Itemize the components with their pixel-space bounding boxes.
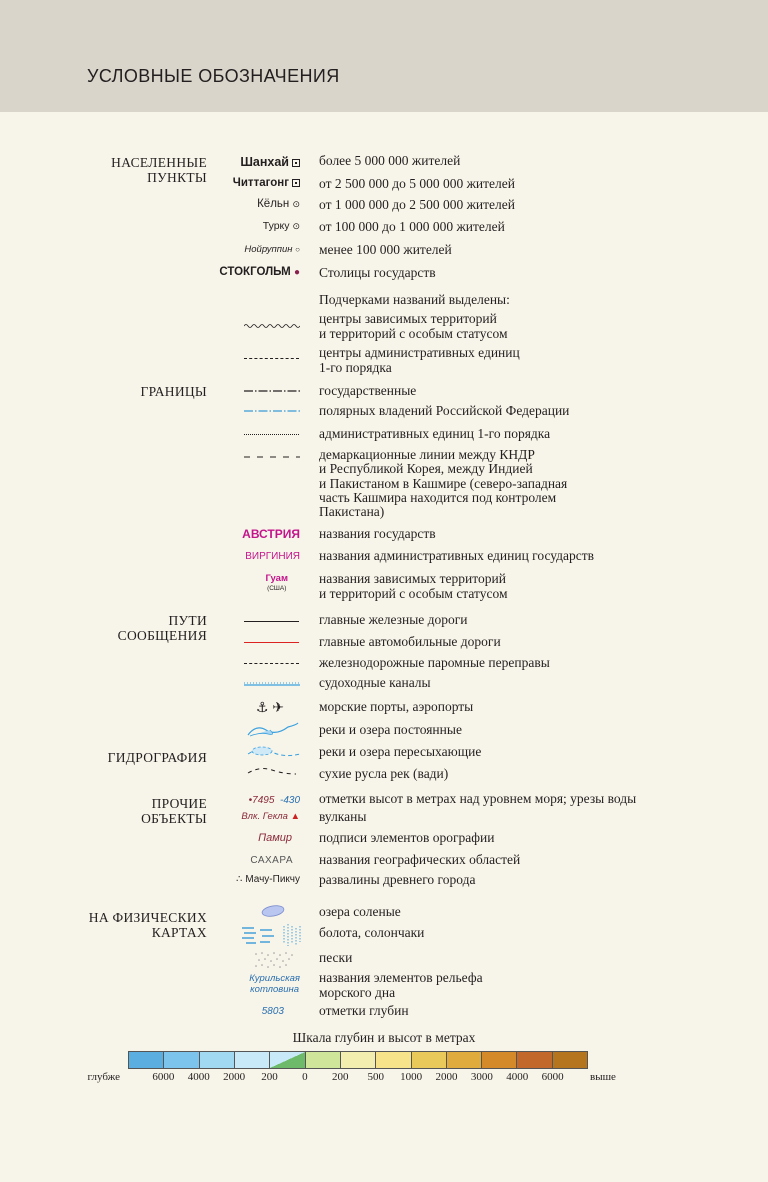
- scale-tick-label: 6000: [152, 1071, 175, 1083]
- desc-seabed: [319, 971, 483, 1000]
- scale-tick-label: 2000: [223, 1071, 246, 1083]
- scale-cell: [235, 1052, 270, 1068]
- road-line-icon: [244, 642, 299, 643]
- desc-line: названия зависимых территорий: [319, 571, 506, 586]
- scale-tick-label: 200: [261, 1071, 278, 1083]
- desc-city2: от 2 500 000 до 5 000 000 жителей: [319, 176, 515, 191]
- city-label: Кёльн: [257, 198, 290, 210]
- desc-geo-regions: названия географических областей: [319, 852, 521, 867]
- dashed-underline-icon: [244, 358, 299, 359]
- category-line: СООБЩЕНИЯ: [117, 628, 207, 643]
- city-dot-circle-icon: ⊙: [292, 221, 300, 231]
- scale-tick-label: 3000: [470, 1071, 493, 1083]
- depth-height-scale: [128, 1051, 588, 1069]
- scale-tick-label: 200: [332, 1071, 349, 1083]
- desc-orography: подписи элементов орографии: [319, 830, 495, 845]
- scale-tick-label: 2000: [435, 1071, 458, 1083]
- desc-ferries: железнодорожные паромные переправы: [319, 655, 550, 670]
- scale-cell: [164, 1052, 199, 1068]
- desc-region-names: названия административных единиц государств: [319, 548, 595, 563]
- city-label: Шанхай: [240, 155, 289, 169]
- dependent-sublabel: (США): [267, 585, 287, 592]
- dependent-label: Гуам: [265, 573, 288, 584]
- desc-polar-border: полярных владений Российской Федерации: [319, 403, 570, 418]
- category-borders: ГРАНИЦЫ: [140, 384, 207, 399]
- desc-capital: Столицы государств: [319, 265, 436, 280]
- symbol-shanghai: [240, 155, 300, 169]
- category-line: ОБЪЕКТЫ: [141, 811, 207, 826]
- desc-drying-rivers: реки и озера пересыхающие: [319, 744, 482, 759]
- desc-city1: более 5 000 000 жителей: [319, 153, 461, 168]
- scale-tick-label: 1000: [400, 1071, 423, 1083]
- seabed-label-line: котловина: [250, 984, 300, 995]
- desc-heights: отметки высот в метрах над уровнем моря; урезы воды: [319, 791, 637, 806]
- scale-tick-label: глубже: [87, 1071, 120, 1083]
- desc-dependent-names: [319, 572, 508, 601]
- desc-roads: главные автомобильные дороги: [319, 634, 501, 649]
- symbol-neuruppin: [244, 244, 300, 255]
- orography-sample: Памир: [258, 832, 292, 844]
- salt-lake-icon: [260, 904, 286, 918]
- region-name-sample: ВИРГИНИЯ: [245, 551, 300, 562]
- dependent-name-sample: [266, 574, 289, 594]
- city-square-icon: [292, 159, 300, 167]
- desc-salt-lakes: озера соленые: [319, 904, 401, 919]
- symbol-stockholm: [219, 266, 300, 278]
- volcano-triangle-icon: ▲: [290, 811, 300, 822]
- scale-cell: [447, 1052, 482, 1068]
- category-line: ПУНКТЫ: [147, 170, 207, 185]
- desc-line: центры административных единиц: [319, 345, 520, 360]
- category-hydrography: ГИДРОГРАФИЯ: [107, 750, 207, 765]
- desc-line: центры зависимых территорий: [319, 311, 497, 326]
- scale-cell: [341, 1052, 376, 1068]
- city-label: Нойруппин: [244, 244, 293, 255]
- city-label: Турку: [262, 220, 290, 232]
- desc-line: демаркационные линии между КНДР: [319, 447, 535, 462]
- desc-line: Пакистана): [319, 504, 385, 520]
- scale-title: Шкала глубин и высот в метрах: [292, 1030, 476, 1045]
- category-line: ПУТИ: [168, 613, 207, 628]
- desc-city5: менее 100 000 жителей: [319, 242, 452, 257]
- city-label: Читтагонг: [232, 177, 289, 189]
- category-line: НАСЕЛЕННЫЕ: [111, 155, 207, 170]
- desc-sands: пески: [319, 950, 353, 965]
- desc-state-border: государственные: [319, 383, 417, 398]
- polar-border-line-icon: [244, 408, 300, 414]
- desc-city3: от 1 000 000 до 2 500 000 жителей: [319, 197, 515, 212]
- scale-cell: [517, 1052, 552, 1068]
- desc-ports: морские порты, аэропорты: [319, 699, 474, 714]
- height-marks-sample: [249, 795, 300, 806]
- desc-line: и Пакистаном в Кашмире (северо-западная: [319, 475, 568, 491]
- state-border-line-icon: [244, 388, 300, 394]
- wavy-underline-icon: [244, 322, 300, 330]
- capital-dot-icon: ●: [293, 267, 300, 278]
- desc-wadi: сухие русла рек (вади): [319, 766, 449, 781]
- country-name-sample: АВСТРИЯ: [242, 527, 300, 541]
- desc-admin-centers: [319, 346, 520, 375]
- scale-tick-label: 4000: [187, 1071, 210, 1083]
- swamp-icon: [240, 922, 306, 948]
- seabed-label-line: Курильская: [249, 973, 300, 984]
- scale-cell: [553, 1052, 587, 1068]
- header-band: [0, 0, 768, 112]
- underline-intro: Подчерками названий выделены:: [319, 292, 510, 307]
- desc-depths: отметки глубин: [319, 1003, 409, 1018]
- scale-tick-label: 0: [302, 1071, 308, 1083]
- scale-cell: [200, 1052, 235, 1068]
- category-other-objects: [141, 796, 207, 826]
- desc-line: и территорий с особым статусом: [319, 585, 508, 601]
- desc-line: часть Кашмира находится под контролем: [319, 489, 557, 505]
- depth-mark-sample: 5803: [261, 1006, 284, 1017]
- desc-line: 1-го порядка: [319, 359, 392, 375]
- desc-volcanoes: вулканы: [319, 809, 367, 824]
- desc-line: и Республикой Корея, между Индией: [319, 461, 533, 477]
- category-physical-maps: [89, 910, 207, 940]
- water-level-mark: -430: [279, 795, 300, 806]
- category-line: НА ФИЗИЧЕСКИХ: [88, 910, 207, 925]
- demarcation-line-icon: [244, 454, 300, 460]
- scale-tick-label: выше: [590, 1071, 616, 1083]
- symbol-turku: [263, 220, 300, 232]
- desc-line: и территорий с особым статусом: [319, 325, 508, 341]
- scale-tick-label: 6000: [541, 1071, 564, 1083]
- railway-line-icon: [244, 621, 299, 622]
- desc-dependent-centers: [319, 312, 508, 341]
- port-airport-icon: ⚓ ✈: [255, 699, 284, 715]
- permanent-river-icon: [246, 722, 300, 738]
- desc-permanent-rivers: реки и озера постоянные: [319, 722, 462, 737]
- desc-canals: судоходные каналы: [319, 675, 431, 690]
- city-square-icon: [292, 179, 300, 187]
- desc-demarcation: [319, 448, 567, 519]
- desc-railways: главные железные дороги: [319, 612, 468, 627]
- desc-swamps: болота, солончаки: [319, 925, 425, 940]
- height-mark: •7495: [248, 795, 275, 806]
- region-area-sample: САХАРА: [250, 855, 293, 866]
- scale-cell: [482, 1052, 517, 1068]
- category-settlements: [111, 155, 207, 185]
- canal-line-icon: [244, 680, 300, 688]
- ruins-sample: ∴ Мачу-Пикчу: [236, 874, 300, 885]
- scale-cell: [270, 1052, 305, 1068]
- symbol-koln: [257, 198, 300, 210]
- desc-country-names: названия государств: [319, 526, 436, 541]
- scale-cell: [129, 1052, 164, 1068]
- desc-ruins: развалины древнего города: [319, 872, 476, 887]
- category-line: ПРОЧИЕ: [151, 796, 207, 811]
- scale-tick-label: 4000: [506, 1071, 529, 1083]
- desc-line: морского дна: [319, 984, 396, 1000]
- seabed-name-sample: [249, 973, 300, 995]
- admin-border-line-icon: [244, 434, 299, 435]
- symbol-chittagong: [233, 177, 300, 189]
- page-title: УСЛОВНЫЕ ОБОЗНАЧЕНИЯ: [87, 66, 340, 86]
- sand-icon: [252, 950, 296, 970]
- city-dot-circle-icon: ⊙: [292, 199, 300, 209]
- drying-river-icon: [246, 742, 302, 758]
- category-routes: [118, 613, 207, 643]
- city-circle-icon: ○: [295, 245, 300, 254]
- scale-cell: [412, 1052, 447, 1068]
- capital-label: СТОКГОЛЬМ: [219, 266, 291, 278]
- scale-cell: [306, 1052, 341, 1068]
- volcano-label: Влк. Гекла: [241, 811, 288, 822]
- ferry-line-icon: [244, 663, 299, 664]
- wadi-icon: [246, 764, 302, 778]
- desc-line: названия элементов рельефа: [319, 970, 483, 985]
- desc-admin-border: административных единиц 1-го порядка: [319, 426, 551, 441]
- scale-cell: [376, 1052, 411, 1068]
- scale-tick-label: 500: [367, 1071, 384, 1083]
- desc-city4: от 100 000 до 1 000 000 жителей: [319, 219, 505, 234]
- category-line: КАРТАХ: [151, 925, 207, 940]
- volcano-sample: [241, 811, 300, 822]
